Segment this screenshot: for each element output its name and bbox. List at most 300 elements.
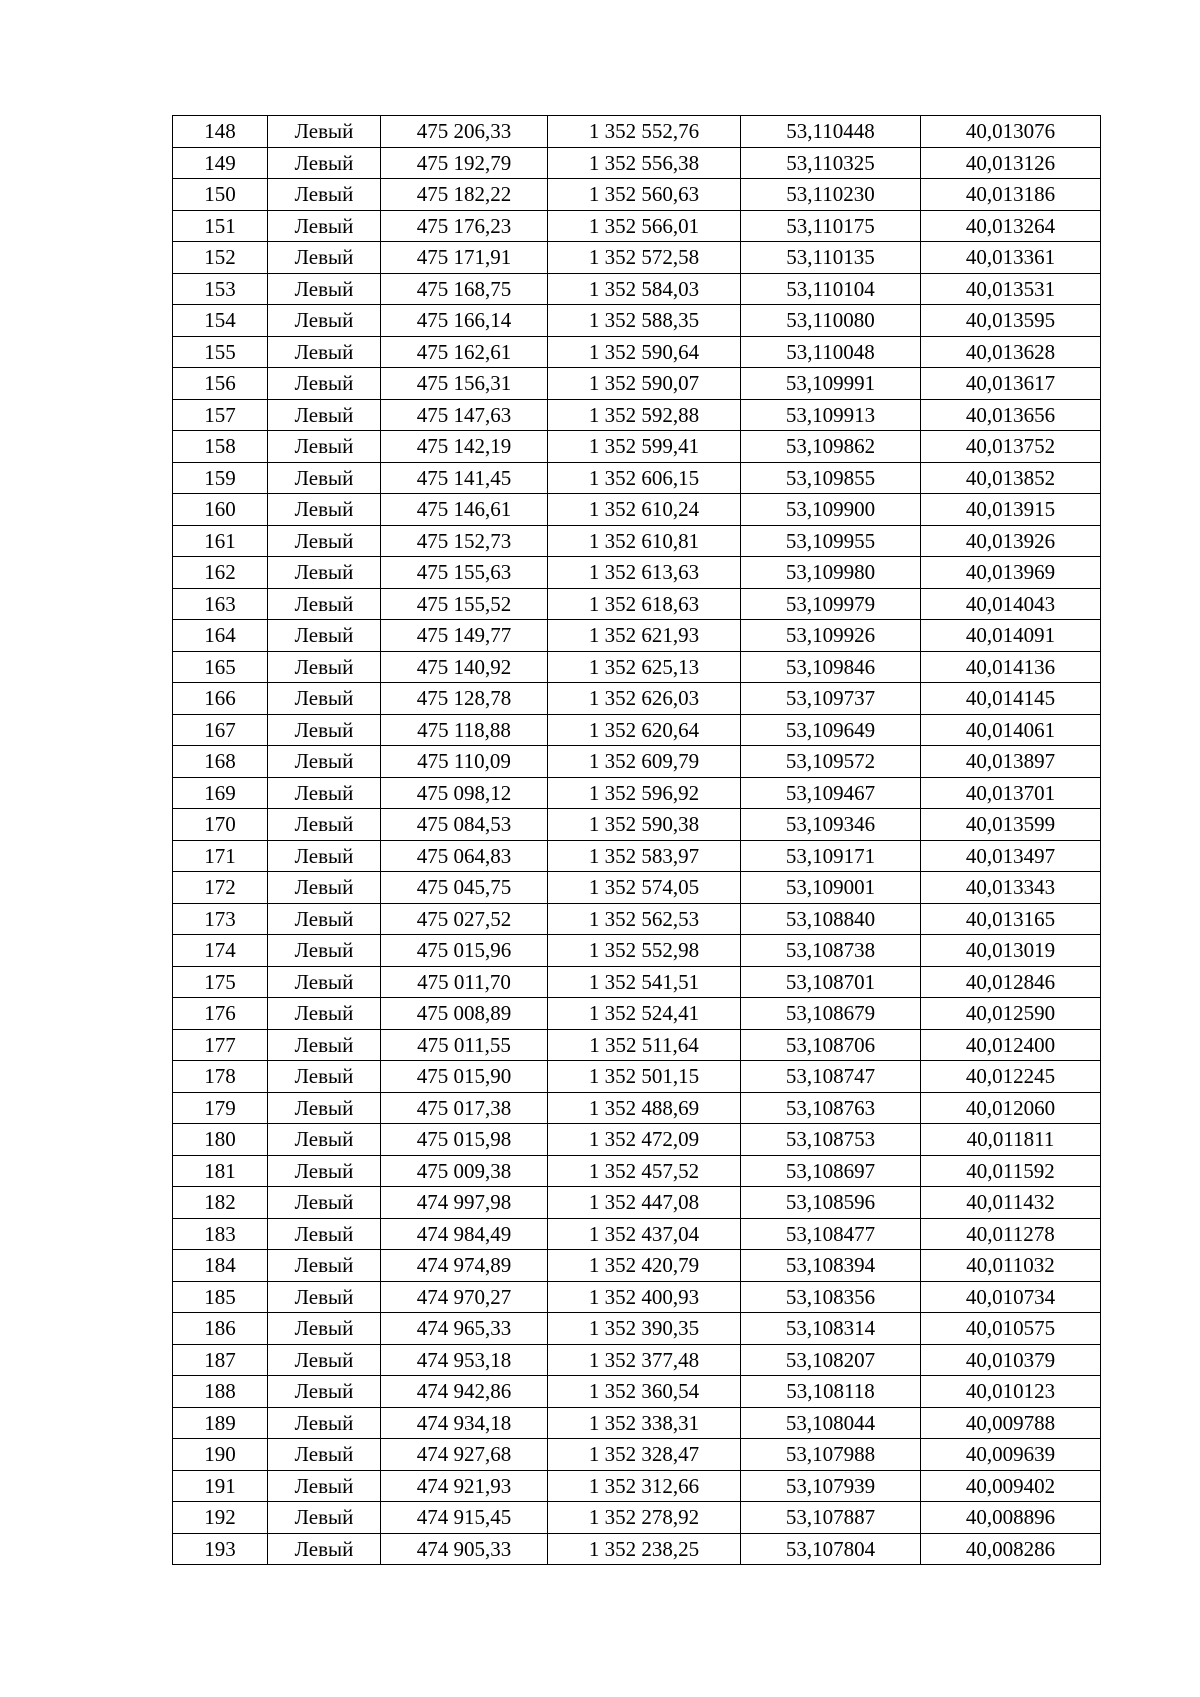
x-coordinate-cell: 474 970,27 — [381, 1281, 548, 1313]
table-row — [173, 809, 1101, 841]
longitude-cell: 40,014136 — [921, 651, 1101, 683]
longitude-cell: 40,009788 — [921, 1407, 1101, 1439]
longitude-cell: 40,011432 — [921, 1187, 1101, 1219]
x-coordinate-cell: 474 984,49 — [381, 1218, 548, 1250]
longitude-cell: 40,013497 — [921, 840, 1101, 872]
latitude-cell: 53,109862 — [741, 431, 921, 463]
table-row — [173, 840, 1101, 872]
y-coordinate-cell: 1 352 590,38 — [548, 809, 741, 841]
side-cell: Левый — [268, 179, 381, 211]
point-number-cell: 162 — [173, 557, 268, 589]
latitude-cell: 53,108738 — [741, 935, 921, 967]
x-coordinate-cell: 474 942,86 — [381, 1376, 548, 1408]
table-row — [173, 462, 1101, 494]
table-row — [173, 1533, 1101, 1565]
longitude-cell: 40,014043 — [921, 588, 1101, 620]
x-coordinate-cell: 475 146,61 — [381, 494, 548, 526]
side-cell: Левый — [268, 1155, 381, 1187]
latitude-cell: 53,109991 — [741, 368, 921, 400]
latitude-cell: 53,110048 — [741, 336, 921, 368]
point-number-cell: 157 — [173, 399, 268, 431]
y-coordinate-cell: 1 352 599,41 — [548, 431, 741, 463]
side-cell: Левый — [268, 494, 381, 526]
longitude-cell: 40,012060 — [921, 1092, 1101, 1124]
side-cell: Левый — [268, 462, 381, 494]
table-row — [173, 1124, 1101, 1156]
x-coordinate-cell: 475 011,55 — [381, 1029, 548, 1061]
latitude-cell: 53,108356 — [741, 1281, 921, 1313]
point-number-cell: 158 — [173, 431, 268, 463]
point-number-cell: 184 — [173, 1250, 268, 1282]
x-coordinate-cell: 475 192,79 — [381, 147, 548, 179]
latitude-cell: 53,108118 — [741, 1376, 921, 1408]
latitude-cell: 53,108679 — [741, 998, 921, 1030]
latitude-cell: 53,110175 — [741, 210, 921, 242]
side-cell: Левый — [268, 557, 381, 589]
point-number-cell: 182 — [173, 1187, 268, 1219]
side-cell: Левый — [268, 809, 381, 841]
side-cell: Левый — [268, 1218, 381, 1250]
table-row — [173, 147, 1101, 179]
side-cell: Левый — [268, 305, 381, 337]
table-row — [173, 1470, 1101, 1502]
x-coordinate-cell: 474 934,18 — [381, 1407, 548, 1439]
side-cell: Левый — [268, 1376, 381, 1408]
point-number-cell: 154 — [173, 305, 268, 337]
y-coordinate-cell: 1 352 610,24 — [548, 494, 741, 526]
longitude-cell: 40,011032 — [921, 1250, 1101, 1282]
x-coordinate-cell: 475 008,89 — [381, 998, 548, 1030]
y-coordinate-cell: 1 352 566,01 — [548, 210, 741, 242]
y-coordinate-cell: 1 352 606,15 — [548, 462, 741, 494]
y-coordinate-cell: 1 352 609,79 — [548, 746, 741, 778]
y-coordinate-cell: 1 352 613,63 — [548, 557, 741, 589]
point-number-cell: 165 — [173, 651, 268, 683]
table-row — [173, 1502, 1101, 1534]
latitude-cell: 53,109926 — [741, 620, 921, 652]
side-cell: Левый — [268, 525, 381, 557]
latitude-cell: 53,108596 — [741, 1187, 921, 1219]
latitude-cell: 53,109980 — [741, 557, 921, 589]
table-row — [173, 903, 1101, 935]
x-coordinate-cell: 475 015,96 — [381, 935, 548, 967]
side-cell: Левый — [268, 620, 381, 652]
longitude-cell: 40,013656 — [921, 399, 1101, 431]
point-number-cell: 191 — [173, 1470, 268, 1502]
table-row — [173, 179, 1101, 211]
point-number-cell: 149 — [173, 147, 268, 179]
latitude-cell: 53,109171 — [741, 840, 921, 872]
point-number-cell: 183 — [173, 1218, 268, 1250]
table-row — [173, 1344, 1101, 1376]
longitude-cell: 40,013599 — [921, 809, 1101, 841]
x-coordinate-cell: 475 098,12 — [381, 777, 548, 809]
longitude-cell: 40,013264 — [921, 210, 1101, 242]
longitude-cell: 40,009639 — [921, 1439, 1101, 1471]
latitude-cell: 53,110135 — [741, 242, 921, 274]
y-coordinate-cell: 1 352 312,66 — [548, 1470, 741, 1502]
side-cell: Левый — [268, 840, 381, 872]
side-cell: Левый — [268, 368, 381, 400]
longitude-cell: 40,011811 — [921, 1124, 1101, 1156]
point-number-cell: 185 — [173, 1281, 268, 1313]
x-coordinate-cell: 475 064,83 — [381, 840, 548, 872]
x-coordinate-cell: 475 162,61 — [381, 336, 548, 368]
point-number-cell: 161 — [173, 525, 268, 557]
longitude-cell: 40,008286 — [921, 1533, 1101, 1565]
latitude-cell: 53,107804 — [741, 1533, 921, 1565]
point-number-cell: 170 — [173, 809, 268, 841]
x-coordinate-cell: 475 147,63 — [381, 399, 548, 431]
y-coordinate-cell: 1 352 618,63 — [548, 588, 741, 620]
longitude-cell: 40,013628 — [921, 336, 1101, 368]
table-row — [173, 1376, 1101, 1408]
x-coordinate-cell: 475 128,78 — [381, 683, 548, 715]
point-number-cell: 156 — [173, 368, 268, 400]
side-cell: Левый — [268, 210, 381, 242]
x-coordinate-cell: 475 166,14 — [381, 305, 548, 337]
table-row — [173, 305, 1101, 337]
side-cell: Левый — [268, 1092, 381, 1124]
side-cell: Левый — [268, 1187, 381, 1219]
latitude-cell: 53,110080 — [741, 305, 921, 337]
longitude-cell: 40,009402 — [921, 1470, 1101, 1502]
x-coordinate-cell: 475 017,38 — [381, 1092, 548, 1124]
x-coordinate-cell: 475 156,31 — [381, 368, 548, 400]
y-coordinate-cell: 1 352 625,13 — [548, 651, 741, 683]
point-number-cell: 164 — [173, 620, 268, 652]
point-number-cell: 176 — [173, 998, 268, 1030]
side-cell: Левый — [268, 714, 381, 746]
side-cell: Левый — [268, 1029, 381, 1061]
latitude-cell: 53,110448 — [741, 116, 921, 148]
x-coordinate-cell: 474 905,33 — [381, 1533, 548, 1565]
y-coordinate-cell: 1 352 621,93 — [548, 620, 741, 652]
y-coordinate-cell: 1 352 377,48 — [548, 1344, 741, 1376]
table-row — [173, 651, 1101, 683]
y-coordinate-cell: 1 352 400,93 — [548, 1281, 741, 1313]
y-coordinate-cell: 1 352 588,35 — [548, 305, 741, 337]
longitude-cell: 40,013343 — [921, 872, 1101, 904]
longitude-cell: 40,013915 — [921, 494, 1101, 526]
latitude-cell: 53,108044 — [741, 1407, 921, 1439]
coordinates-table-body — [173, 116, 1101, 1565]
longitude-cell: 40,008896 — [921, 1502, 1101, 1534]
x-coordinate-cell: 474 965,33 — [381, 1313, 548, 1345]
x-coordinate-cell: 475 118,88 — [381, 714, 548, 746]
point-number-cell: 166 — [173, 683, 268, 715]
x-coordinate-cell: 475 011,70 — [381, 966, 548, 998]
y-coordinate-cell: 1 352 574,05 — [548, 872, 741, 904]
table-row — [173, 494, 1101, 526]
x-coordinate-cell: 475 015,90 — [381, 1061, 548, 1093]
latitude-cell: 53,107939 — [741, 1470, 921, 1502]
side-cell: Левый — [268, 1313, 381, 1345]
x-coordinate-cell: 475 141,45 — [381, 462, 548, 494]
latitude-cell: 53,108706 — [741, 1029, 921, 1061]
side-cell: Левый — [268, 746, 381, 778]
longitude-cell: 40,013752 — [921, 431, 1101, 463]
x-coordinate-cell: 475 149,77 — [381, 620, 548, 652]
table-row — [173, 1439, 1101, 1471]
table-row — [173, 336, 1101, 368]
y-coordinate-cell: 1 352 596,92 — [548, 777, 741, 809]
y-coordinate-cell: 1 352 590,07 — [548, 368, 741, 400]
point-number-cell: 153 — [173, 273, 268, 305]
side-cell: Левый — [268, 966, 381, 998]
longitude-cell: 40,012846 — [921, 966, 1101, 998]
x-coordinate-cell: 475 206,33 — [381, 116, 548, 148]
latitude-cell: 53,110325 — [741, 147, 921, 179]
y-coordinate-cell: 1 352 592,88 — [548, 399, 741, 431]
y-coordinate-cell: 1 352 556,38 — [548, 147, 741, 179]
y-coordinate-cell: 1 352 278,92 — [548, 1502, 741, 1534]
y-coordinate-cell: 1 352 437,04 — [548, 1218, 741, 1250]
longitude-cell: 40,013126 — [921, 147, 1101, 179]
x-coordinate-cell: 474 921,93 — [381, 1470, 548, 1502]
latitude-cell: 53,109913 — [741, 399, 921, 431]
x-coordinate-cell: 475 140,92 — [381, 651, 548, 683]
longitude-cell: 40,013165 — [921, 903, 1101, 935]
longitude-cell: 40,013595 — [921, 305, 1101, 337]
side-cell: Левый — [268, 1533, 381, 1565]
latitude-cell: 53,108701 — [741, 966, 921, 998]
point-number-cell: 187 — [173, 1344, 268, 1376]
point-number-cell: 189 — [173, 1407, 268, 1439]
point-number-cell: 179 — [173, 1092, 268, 1124]
table-row — [173, 1029, 1101, 1061]
table-row — [173, 116, 1101, 148]
side-cell: Левый — [268, 1470, 381, 1502]
longitude-cell: 40,013926 — [921, 525, 1101, 557]
table-row — [173, 683, 1101, 715]
latitude-cell: 53,108753 — [741, 1124, 921, 1156]
table-row — [173, 1281, 1101, 1313]
latitude-cell: 53,109737 — [741, 683, 921, 715]
table-row — [173, 872, 1101, 904]
table-row — [173, 210, 1101, 242]
table-row — [173, 1407, 1101, 1439]
side-cell: Левый — [268, 903, 381, 935]
latitude-cell: 53,107887 — [741, 1502, 921, 1534]
side-cell: Левый — [268, 998, 381, 1030]
table-row — [173, 1155, 1101, 1187]
latitude-cell: 53,108207 — [741, 1344, 921, 1376]
point-number-cell: 192 — [173, 1502, 268, 1534]
latitude-cell: 53,107988 — [741, 1439, 921, 1471]
y-coordinate-cell: 1 352 501,15 — [548, 1061, 741, 1093]
side-cell: Левый — [268, 1407, 381, 1439]
point-number-cell: 177 — [173, 1029, 268, 1061]
y-coordinate-cell: 1 352 360,54 — [548, 1376, 741, 1408]
longitude-cell: 40,013701 — [921, 777, 1101, 809]
point-number-cell: 159 — [173, 462, 268, 494]
table-row — [173, 1218, 1101, 1250]
longitude-cell: 40,012400 — [921, 1029, 1101, 1061]
y-coordinate-cell: 1 352 626,03 — [548, 683, 741, 715]
x-coordinate-cell: 475 176,23 — [381, 210, 548, 242]
coordinates-table — [172, 115, 1101, 1565]
side-cell: Левый — [268, 1502, 381, 1534]
side-cell: Левый — [268, 273, 381, 305]
x-coordinate-cell: 475 027,52 — [381, 903, 548, 935]
y-coordinate-cell: 1 352 552,98 — [548, 935, 741, 967]
point-number-cell: 188 — [173, 1376, 268, 1408]
table-row — [173, 746, 1101, 778]
y-coordinate-cell: 1 352 541,51 — [548, 966, 741, 998]
point-number-cell: 152 — [173, 242, 268, 274]
point-number-cell: 186 — [173, 1313, 268, 1345]
y-coordinate-cell: 1 352 238,25 — [548, 1533, 741, 1565]
latitude-cell: 53,109572 — [741, 746, 921, 778]
latitude-cell: 53,109846 — [741, 651, 921, 683]
longitude-cell: 40,013969 — [921, 557, 1101, 589]
x-coordinate-cell: 475 155,52 — [381, 588, 548, 620]
latitude-cell: 53,108314 — [741, 1313, 921, 1345]
point-number-cell: 163 — [173, 588, 268, 620]
latitude-cell: 53,108763 — [741, 1092, 921, 1124]
point-number-cell: 151 — [173, 210, 268, 242]
longitude-cell: 40,013361 — [921, 242, 1101, 274]
longitude-cell: 40,011592 — [921, 1155, 1101, 1187]
table-row — [173, 935, 1101, 967]
side-cell: Левый — [268, 777, 381, 809]
y-coordinate-cell: 1 352 620,64 — [548, 714, 741, 746]
y-coordinate-cell: 1 352 457,52 — [548, 1155, 741, 1187]
point-number-cell: 175 — [173, 966, 268, 998]
table-row — [173, 431, 1101, 463]
y-coordinate-cell: 1 352 511,64 — [548, 1029, 741, 1061]
side-cell: Левый — [268, 651, 381, 683]
latitude-cell: 53,108394 — [741, 1250, 921, 1282]
latitude-cell: 53,109979 — [741, 588, 921, 620]
longitude-cell: 40,013852 — [921, 462, 1101, 494]
longitude-cell: 40,012590 — [921, 998, 1101, 1030]
latitude-cell: 53,108697 — [741, 1155, 921, 1187]
latitude-cell: 53,109001 — [741, 872, 921, 904]
latitude-cell: 53,109467 — [741, 777, 921, 809]
latitude-cell: 53,109855 — [741, 462, 921, 494]
point-number-cell: 155 — [173, 336, 268, 368]
side-cell: Левый — [268, 935, 381, 967]
y-coordinate-cell: 1 352 488,69 — [548, 1092, 741, 1124]
x-coordinate-cell: 475 168,75 — [381, 273, 548, 305]
y-coordinate-cell: 1 352 524,41 — [548, 998, 741, 1030]
side-cell: Левый — [268, 147, 381, 179]
longitude-cell: 40,013186 — [921, 179, 1101, 211]
side-cell: Левый — [268, 872, 381, 904]
y-coordinate-cell: 1 352 472,09 — [548, 1124, 741, 1156]
longitude-cell: 40,010575 — [921, 1313, 1101, 1345]
longitude-cell: 40,013617 — [921, 368, 1101, 400]
latitude-cell: 53,109955 — [741, 525, 921, 557]
x-coordinate-cell: 475 182,22 — [381, 179, 548, 211]
y-coordinate-cell: 1 352 552,76 — [548, 116, 741, 148]
point-number-cell: 173 — [173, 903, 268, 935]
point-number-cell: 167 — [173, 714, 268, 746]
point-number-cell: 168 — [173, 746, 268, 778]
latitude-cell: 53,109649 — [741, 714, 921, 746]
point-number-cell: 193 — [173, 1533, 268, 1565]
x-coordinate-cell: 474 997,98 — [381, 1187, 548, 1219]
longitude-cell: 40,013897 — [921, 746, 1101, 778]
side-cell: Левый — [268, 683, 381, 715]
table-row — [173, 1092, 1101, 1124]
table-row — [173, 1187, 1101, 1219]
table-row — [173, 368, 1101, 400]
longitude-cell: 40,010123 — [921, 1376, 1101, 1408]
side-cell: Левый — [268, 336, 381, 368]
table-row — [173, 525, 1101, 557]
longitude-cell: 40,014061 — [921, 714, 1101, 746]
table-row — [173, 620, 1101, 652]
x-coordinate-cell: 474 915,45 — [381, 1502, 548, 1534]
table-row — [173, 1250, 1101, 1282]
longitude-cell: 40,014091 — [921, 620, 1101, 652]
side-cell: Левый — [268, 399, 381, 431]
y-coordinate-cell: 1 352 447,08 — [548, 1187, 741, 1219]
x-coordinate-cell: 474 927,68 — [381, 1439, 548, 1471]
x-coordinate-cell: 475 084,53 — [381, 809, 548, 841]
longitude-cell: 40,010379 — [921, 1344, 1101, 1376]
table-row — [173, 777, 1101, 809]
side-cell: Левый — [268, 1061, 381, 1093]
y-coordinate-cell: 1 352 610,81 — [548, 525, 741, 557]
longitude-cell: 40,014145 — [921, 683, 1101, 715]
y-coordinate-cell: 1 352 590,64 — [548, 336, 741, 368]
longitude-cell: 40,013076 — [921, 116, 1101, 148]
side-cell: Левый — [268, 1439, 381, 1471]
x-coordinate-cell: 475 045,75 — [381, 872, 548, 904]
table-row — [173, 557, 1101, 589]
latitude-cell: 53,110230 — [741, 179, 921, 211]
y-coordinate-cell: 1 352 572,58 — [548, 242, 741, 274]
latitude-cell: 53,109900 — [741, 494, 921, 526]
y-coordinate-cell: 1 352 338,31 — [548, 1407, 741, 1439]
longitude-cell: 40,010734 — [921, 1281, 1101, 1313]
point-number-cell: 160 — [173, 494, 268, 526]
side-cell: Левый — [268, 1281, 381, 1313]
y-coordinate-cell: 1 352 390,35 — [548, 1313, 741, 1345]
longitude-cell: 40,013019 — [921, 935, 1101, 967]
x-coordinate-cell: 475 015,98 — [381, 1124, 548, 1156]
table-row — [173, 966, 1101, 998]
point-number-cell: 169 — [173, 777, 268, 809]
latitude-cell: 53,108477 — [741, 1218, 921, 1250]
y-coordinate-cell: 1 352 584,03 — [548, 273, 741, 305]
point-number-cell: 181 — [173, 1155, 268, 1187]
point-number-cell: 190 — [173, 1439, 268, 1471]
longitude-cell: 40,011278 — [921, 1218, 1101, 1250]
point-number-cell: 174 — [173, 935, 268, 967]
latitude-cell: 53,109346 — [741, 809, 921, 841]
table-row — [173, 588, 1101, 620]
longitude-cell: 40,012245 — [921, 1061, 1101, 1093]
table-row — [173, 998, 1101, 1030]
x-coordinate-cell: 474 974,89 — [381, 1250, 548, 1282]
table-row — [173, 1061, 1101, 1093]
x-coordinate-cell: 475 155,63 — [381, 557, 548, 589]
latitude-cell: 53,108747 — [741, 1061, 921, 1093]
y-coordinate-cell: 1 352 328,47 — [548, 1439, 741, 1471]
x-coordinate-cell: 475 142,19 — [381, 431, 548, 463]
y-coordinate-cell: 1 352 562,53 — [548, 903, 741, 935]
point-number-cell: 172 — [173, 872, 268, 904]
table-row — [173, 242, 1101, 274]
side-cell: Левый — [268, 116, 381, 148]
latitude-cell: 53,110104 — [741, 273, 921, 305]
table-row — [173, 273, 1101, 305]
